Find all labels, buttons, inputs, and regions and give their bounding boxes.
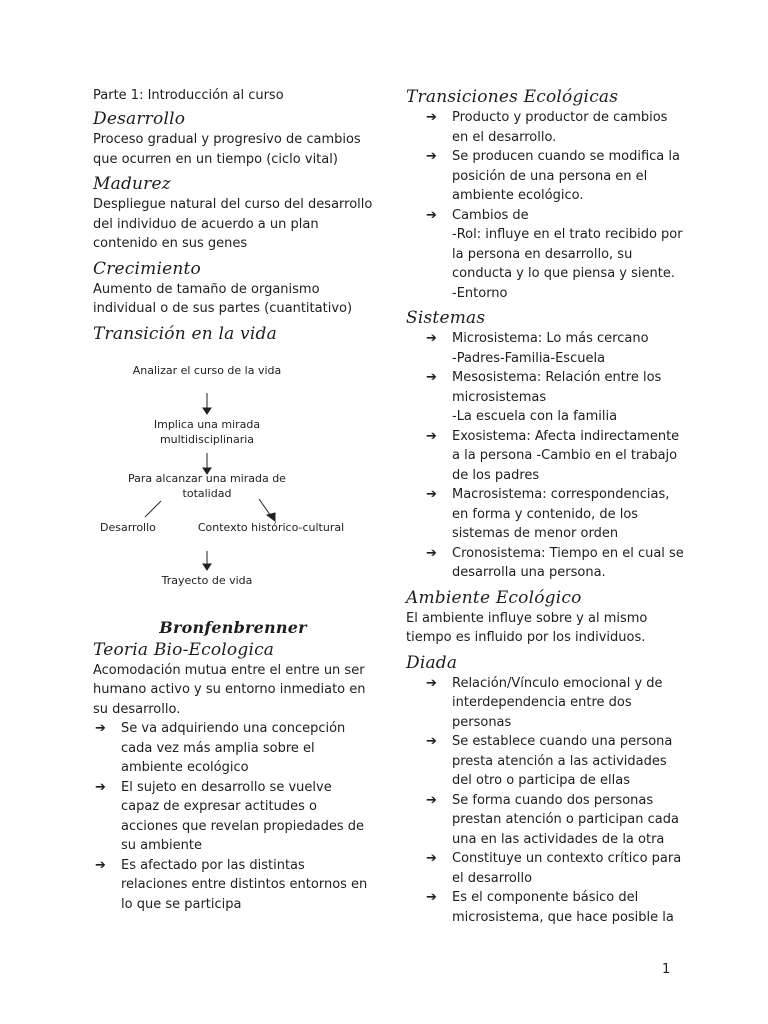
right-column	[406, 86, 686, 931]
list-item: ➔ Se forma cuando dos personas prestan atención o participan cada una en las actividades de la otra	[426, 792, 679, 847]
arrow-3-head	[203, 564, 211, 570]
list-item: ➔ Se establece cuando una persona presta atención a las actividades del otro o participa de ellas	[426, 734, 673, 788]
list-item: ➔ Relación/Vínculo emocional y de interdependencia entre dos personas	[426, 675, 663, 730]
list-item: ➔ Constituye un contexto crítico para el desarrollo	[426, 851, 682, 886]
list-item: ➔ Producto y productor de cambios en el desarrollo.	[426, 110, 668, 145]
heading-teoria: Teoria Bio-Ecologica	[93, 639, 275, 660]
teoria-bullets	[93, 719, 373, 914]
arrow-bullet-icon: ➔	[95, 857, 106, 873]
heading-diada: Diada	[406, 652, 458, 673]
list-item: ➔ Mesosistema: Relación entre los microsistemas -La escuela con la familia	[424, 368, 686, 427]
arrow-bullet-icon: ➔	[95, 721, 106, 736]
text-teoria: Acomodación mutua entre el entre un ser humano activo y su entorno inmediato en su desarrollo.	[93, 662, 366, 717]
sub-item-mesosistema: -La escuela con la familia	[452, 409, 618, 424]
heading-bronfenbrenner: Bronfenbrenner	[159, 617, 307, 637]
heading-sistemas: Sistemas	[406, 308, 486, 328]
heading-transicion: Transición en la vida	[93, 323, 277, 344]
list-item: ➔ Microsistema: Lo más cercano -Padres-Familia-Escuela	[424, 329, 686, 368]
arrow-bullet-icon: ➔	[426, 890, 437, 905]
diagram-node-analizar: Analizar el curso de la vida	[132, 363, 282, 377]
arrow-1-head	[203, 408, 211, 414]
arrow-bullet-icon: ➔	[426, 487, 437, 502]
arrow-bullet-icon: ➔	[426, 792, 437, 808]
page-number: 1	[662, 962, 671, 977]
arrow-bullet-icon: ➔	[426, 851, 437, 866]
transiciones-bullets	[424, 108, 686, 303]
diagram-node-contexto: Contexto histórico-cultural	[197, 520, 345, 534]
heading-crecimiento: Crecimiento	[93, 258, 201, 279]
arrow-bullet-icon: ➔	[426, 734, 437, 749]
sub-item-rol: -Rol: influye en el trato recibido por la persona en desarrollo, su conducta y lo que piensa y siente.	[452, 227, 683, 281]
arrow-bullet-icon: ➔	[426, 331, 437, 346]
arrow-bullet-icon: ➔	[426, 370, 437, 385]
diagram-node-totalidad: Para alcanzar una mirada de totalidad	[128, 471, 286, 500]
arrow-bullet-icon: ➔	[426, 149, 437, 164]
list-item: ➔ Se producen cuando se modifica la posición de una persona en el ambiente ecológico.	[426, 149, 680, 203]
heading-transiciones: Transiciones Ecológicas	[406, 87, 619, 107]
sistemas-bullets	[424, 329, 686, 583]
text-crecimiento: Aumento de tamaño de organismo individual o de sus partes (cuantitativo)	[93, 281, 353, 316]
arrow-bullet-icon: ➔	[426, 207, 437, 223]
diada-bullets	[424, 674, 686, 928]
arrow-bullet-icon: ➔	[426, 675, 437, 691]
heading-desarrollo: Desarrollo	[93, 109, 186, 129]
sub-item-entorno: -Entorno	[452, 285, 508, 301]
arrow-bullet-icon: ➔	[426, 545, 437, 561]
text-desarrollo: Proceso gradual y progresivo de cambios que ocurren en un tiempo (ciclo vital)	[93, 132, 361, 167]
list-item: ➔ Cronosistema: Tiempo en el cual se desarrolla una persona.	[426, 545, 684, 580]
part-title: Parte 1: Introducción al curso	[93, 88, 284, 103]
arrow-bullet-icon: ➔	[426, 110, 437, 125]
diagram-node-desarrollo: Desarrollo	[100, 520, 156, 534]
heading-ambiente: Ambiente Ecológico	[406, 587, 582, 608]
list-item: ➔ El sujeto en desarrollo se vuelve capaz de expresar actitudes o acciones que revelan propiedades de su ambiente	[95, 779, 365, 853]
transition-diagram	[93, 347, 373, 597]
list-item: ➔ Es afectado por las distintas relaciones entre distintos entornos en lo que se participa	[95, 857, 368, 912]
list-item: ➔ Es el componente básico del microsistema, que hace posible la	[426, 890, 674, 925]
left-column	[93, 86, 373, 918]
diagram-node-implica: Implica una mirada multidisciplinaria	[153, 417, 261, 446]
list-item: ➔ Exosistema: Afecta indirectamente a la persona -Cambio en el trabajo de los padres	[426, 428, 680, 483]
text-madurez: Despliegue natural del curso del desarrollo del individuo de acuerdo a un plan contenido en sus genes	[93, 197, 373, 251]
list-item: ➔ Cambios de -Rol: influye en el trato recibido por la persona en desarrollo, su conducta y lo que piensa y siente. -Entorno	[424, 206, 686, 304]
heading-madurez: Madurez	[93, 174, 171, 194]
sub-item-microsistema: -Padres-Familia-Escuela	[452, 350, 606, 366]
arrow-bullet-icon: ➔	[95, 779, 106, 795]
list-item: ➔ Se va adquiriendo una concepción cada vez más amplia sobre el ambiente ecológico	[95, 721, 346, 775]
branch-left-line	[145, 501, 161, 517]
arrow-bullet-icon: ➔	[426, 428, 437, 444]
list-item: ➔ Macrosistema: correspondencias, en forma y contenido, de los sistemas de menor orden	[426, 487, 670, 541]
text-ambiente: El ambiente influye sobre y al mismo tiempo es influido por los individuos.	[406, 610, 648, 645]
diagram-node-trayecto: Trayecto de vida	[161, 573, 253, 587]
